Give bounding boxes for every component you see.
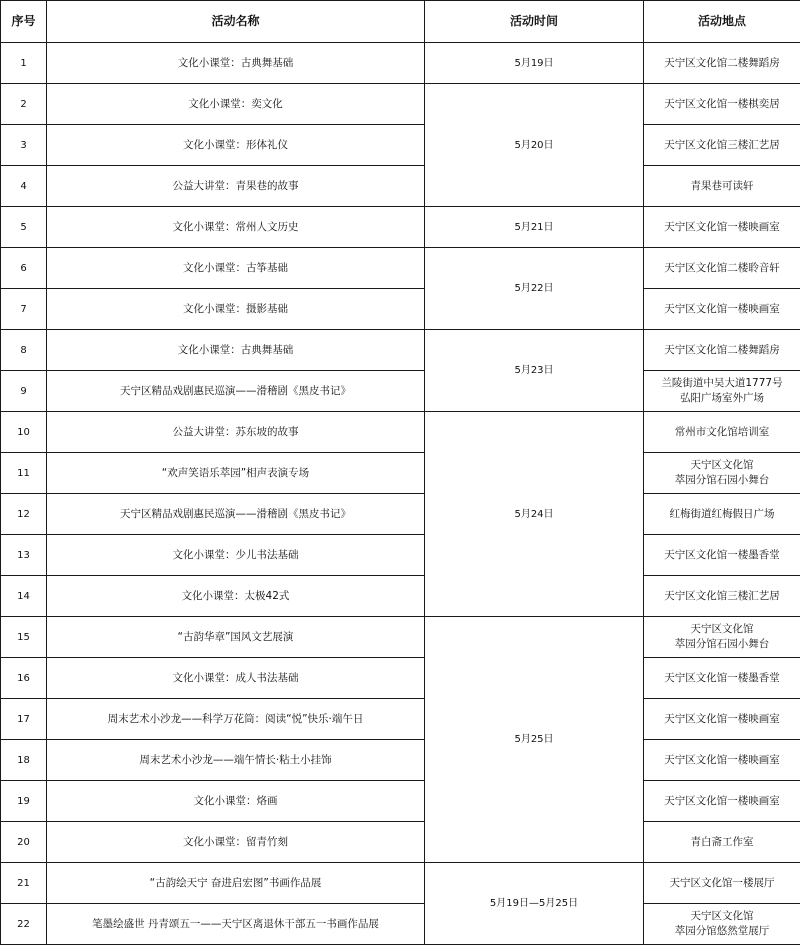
table-row (1, 84, 800, 125)
table-row (1, 576, 800, 617)
activity-name: 文化小课堂：留青竹刻 (47, 822, 425, 863)
row-index: 1 (1, 43, 47, 84)
table-row (1, 43, 800, 84)
activity-location: 天宁区文化馆一楼墨香堂 (644, 535, 800, 576)
table-row (1, 699, 800, 740)
activity-date: 5月19日—5月25日 (425, 863, 644, 945)
activity-name: 文化小课堂：太极42式 (47, 576, 425, 617)
activity-name: “古韵华章”国风文艺展演 (47, 617, 425, 658)
table-row (1, 289, 800, 330)
activity-date: 5月21日 (425, 207, 644, 248)
activity-name: 文化小课堂：古典舞基础 (47, 330, 425, 371)
table-row (1, 248, 800, 289)
activity-name: 天宁区精品戏剧惠民巡演——滑稽剧《黑皮书记》 (47, 371, 425, 412)
activity-location: 天宁区文化馆一楼映画室 (644, 207, 800, 248)
table-row (1, 904, 800, 945)
row-index: 13 (1, 535, 47, 576)
activity-name: 文化小课堂：形体礼仪 (47, 125, 425, 166)
table-row (1, 453, 800, 494)
table-row (1, 781, 800, 822)
header-location: 活动地点 (644, 1, 800, 43)
activity-location: 天宁区文化馆一楼映画室 (644, 781, 800, 822)
table-row (1, 617, 800, 658)
activity-date: 5月24日 (425, 412, 644, 617)
row-index: 8 (1, 330, 47, 371)
row-index: 12 (1, 494, 47, 535)
activity-location: 青果巷可读轩 (644, 166, 800, 207)
activity-name: “欢声笑语乐萃园”相声表演专场 (47, 453, 425, 494)
activity-name: 文化小课堂：成人书法基础 (47, 658, 425, 699)
table-row (1, 330, 800, 371)
activity-name: 天宁区精品戏剧惠民巡演——滑稽剧《黑皮书记》 (47, 494, 425, 535)
activity-location: 天宁区文化馆一楼映画室 (644, 740, 800, 781)
table-row (1, 207, 800, 248)
activity-location: 天宁区文化馆 萃园分馆石园小舞台 (644, 453, 800, 494)
row-index: 14 (1, 576, 47, 617)
table-row (1, 740, 800, 781)
activity-location: 青白斋工作室 (644, 822, 800, 863)
activity-name: 周末艺术小沙龙——科学万花筒：阅读“悦”快乐·端午日 (47, 699, 425, 740)
table-row (1, 535, 800, 576)
activity-location: 天宁区文化馆二楼舞蹈房 (644, 330, 800, 371)
table-row (1, 412, 800, 453)
activity-name: 文化小课堂：常州人文历史 (47, 207, 425, 248)
row-index: 20 (1, 822, 47, 863)
activity-location: 天宁区文化馆 萃园分馆石园小舞台 (644, 617, 800, 658)
table-row (1, 658, 800, 699)
activity-location: 天宁区文化馆一楼映画室 (644, 699, 800, 740)
activity-location: 天宁区文化馆一楼映画室 (644, 289, 800, 330)
activity-location: 天宁区文化馆三楼汇艺居 (644, 125, 800, 166)
row-index: 22 (1, 904, 47, 945)
activity-location: 常州市文化馆培训室 (644, 412, 800, 453)
row-index: 21 (1, 863, 47, 904)
activity-date: 5月22日 (425, 248, 644, 330)
row-index: 17 (1, 699, 47, 740)
activity-name: 公益大讲堂：苏东坡的故事 (47, 412, 425, 453)
table-row (1, 822, 800, 863)
activity-location: 兰陵街道中吴大道1777号 弘阳广场室外广场 (644, 371, 800, 412)
activity-name: 文化小课堂：奕文化 (47, 84, 425, 125)
table-row (1, 494, 800, 535)
activity-location: 天宁区文化馆一楼棋奕居 (644, 84, 800, 125)
activity-name: 公益大讲堂：青果巷的故事 (47, 166, 425, 207)
activity-location: 天宁区文化馆三楼汇艺居 (644, 576, 800, 617)
row-index: 15 (1, 617, 47, 658)
activity-date: 5月20日 (425, 84, 644, 207)
row-index: 10 (1, 412, 47, 453)
row-index: 3 (1, 125, 47, 166)
activity-location: 天宁区文化馆二楼舞蹈房 (644, 43, 800, 84)
row-index: 6 (1, 248, 47, 289)
row-index: 2 (1, 84, 47, 125)
activity-date: 5月19日 (425, 43, 644, 84)
activity-name: 周末艺术小沙龙——端午情长·粘土小挂饰 (47, 740, 425, 781)
table-row (1, 863, 800, 904)
schedule-body (1, 43, 800, 945)
row-index: 11 (1, 453, 47, 494)
activity-location: 天宁区文化馆 萃园分馆悠然堂展厅 (644, 904, 800, 945)
activity-name: 文化小课堂：摄影基础 (47, 289, 425, 330)
activity-name: 文化小课堂：烙画 (47, 781, 425, 822)
table-row (1, 166, 800, 207)
row-index: 4 (1, 166, 47, 207)
activity-location: 天宁区文化馆二楼聆音轩 (644, 248, 800, 289)
activity-name: 文化小课堂：古典舞基础 (47, 43, 425, 84)
activity-location: 天宁区文化馆一楼展厅 (644, 863, 800, 904)
header-index: 序号 (1, 1, 47, 43)
header-time: 活动时间 (425, 1, 644, 43)
header-name: 活动名称 (47, 1, 425, 43)
row-index: 9 (1, 371, 47, 412)
table-row (1, 371, 800, 412)
activity-name: “古韵绘天宁 奋进启宏图”书画作品展 (47, 863, 425, 904)
activity-location: 红梅街道红梅假日广场 (644, 494, 800, 535)
table-row (1, 125, 800, 166)
row-index: 7 (1, 289, 47, 330)
activity-name: 文化小课堂：古筝基础 (47, 248, 425, 289)
activity-location: 天宁区文化馆一楼墨香堂 (644, 658, 800, 699)
row-index: 16 (1, 658, 47, 699)
activity-date: 5月25日 (425, 617, 644, 863)
activity-date: 5月23日 (425, 330, 644, 412)
row-index: 18 (1, 740, 47, 781)
header-row (1, 1, 800, 43)
activity-name: 文化小课堂：少儿书法基础 (47, 535, 425, 576)
row-index: 5 (1, 207, 47, 248)
activity-name: 笔墨绘盛世 丹青颂五一——天宁区离退休干部五一书画作品展 (47, 904, 425, 945)
row-index: 19 (1, 781, 47, 822)
